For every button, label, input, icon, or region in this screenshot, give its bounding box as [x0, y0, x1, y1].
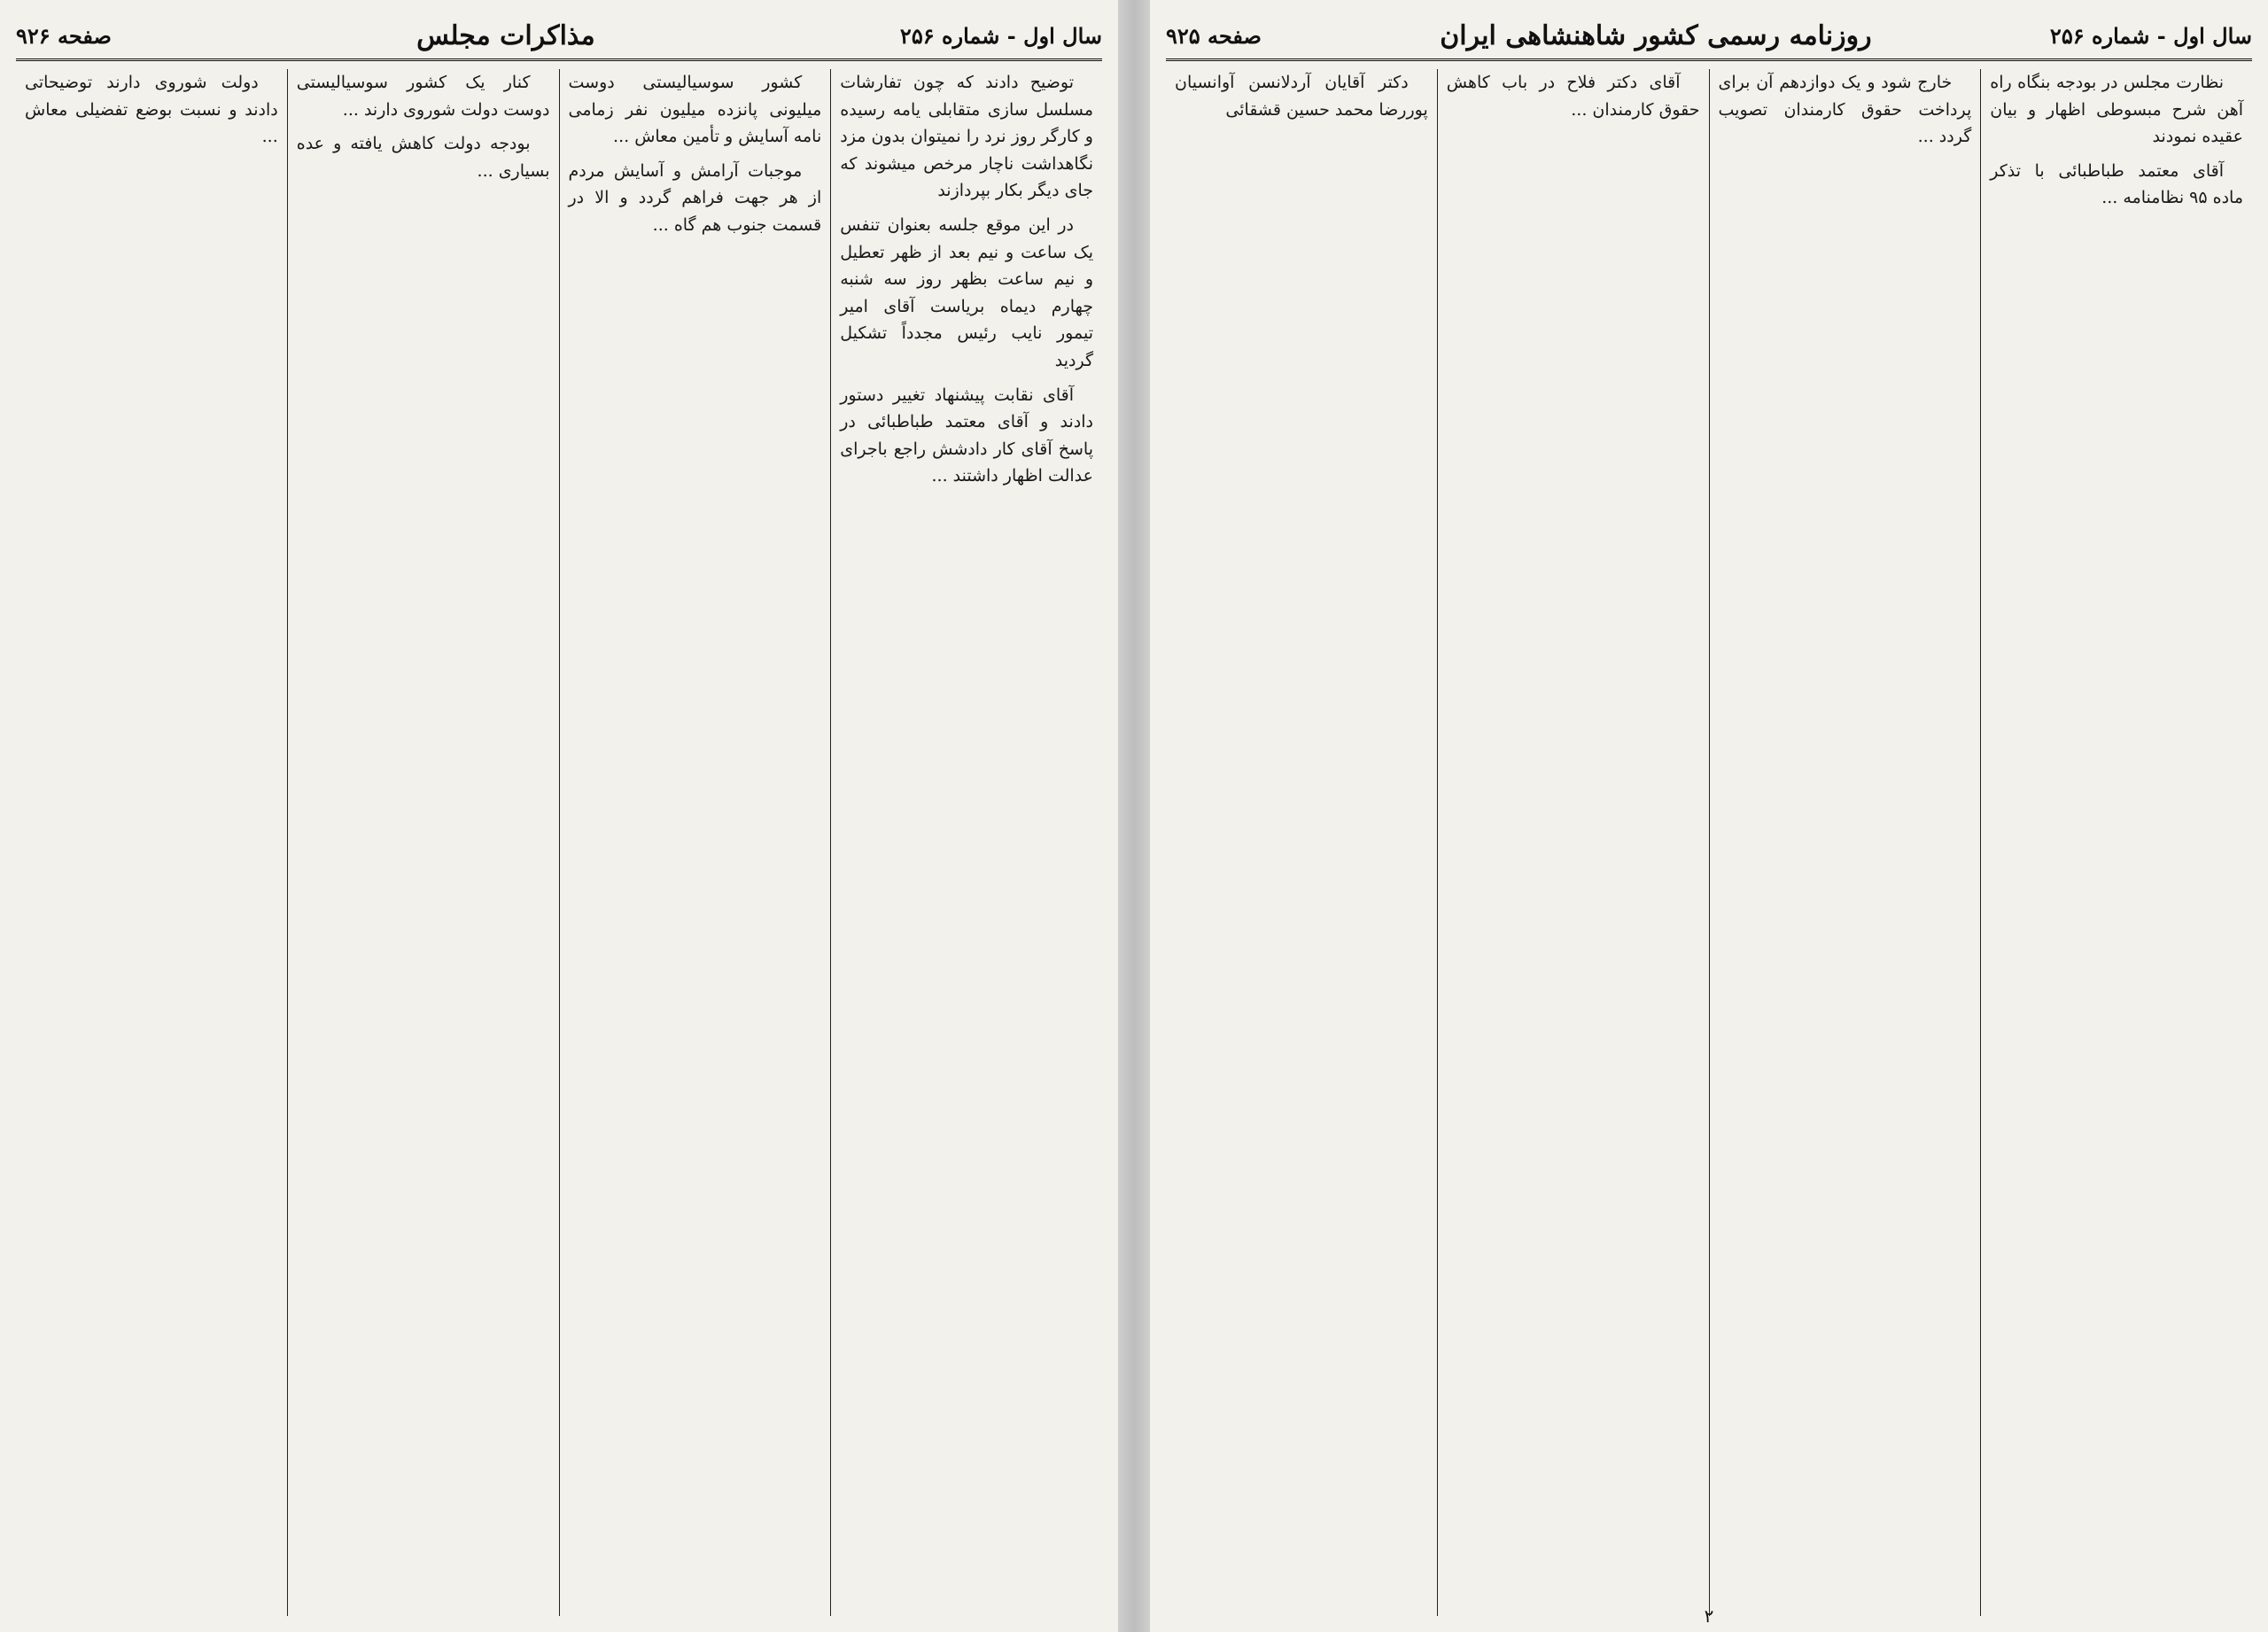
text-column [559, 69, 831, 1616]
right-page-columns [1166, 69, 2252, 1616]
left-section-title: مذاکرات مجلس [416, 19, 595, 51]
text-column [830, 69, 1102, 1616]
right-footer-number: ۲ [1704, 1605, 1714, 1627]
article-paragraph: دولت شوروی دارند توضیحاتی دادند و نسبت بوضع تفضیلی معاش ... [25, 73, 278, 147]
right-page-label: صفحه ۹۲۵ [1166, 22, 1262, 49]
article-paragraph: خارج شود و یک دوازدهم آن برای پرداخت حقوق کارمندان تصویب گردد ... [1718, 73, 1972, 147]
article-paragraph: کنار یک کشور سوسیالیستی دوست دولت شوروی دارند ... [296, 73, 550, 120]
left-page-header [16, 12, 1102, 61]
right-page-header [1166, 12, 2252, 61]
right-masthead: روزنامه رسمی کشور شاهنشاهی ایران [1440, 19, 1872, 51]
text-column [287, 69, 559, 1616]
text-column [1980, 69, 2252, 1616]
article-paragraph: کشور سوسیالیستی دوست میلیونی پانزده میلیون نفر زمامی نامه آسایش و تأمین معاش ... [568, 73, 822, 147]
article-paragraph: در این موقع جلسه بعنوان تنفس یک ساعت و نیم بعد از ظهر تعطیل و نیم ساعت بظهر روز سه شنبه چهارم دیماه بریاست آقای امیر تیمور نایب رئیس مجدداً تشکیل گردید [840, 214, 1093, 370]
article-paragraph: آقای معتمد طباطبائی با تذکر ماده ۹۵ نظامنامه ... [1990, 160, 2243, 208]
article-paragraph: دکتر آقایان آردلانسن آوانسیان پوررضا محمد حسین قشقائی [1175, 73, 1428, 120]
left-page [0, 0, 1118, 1632]
left-page-label: صفحه ۹۲۶ [16, 22, 112, 49]
right-page [1150, 0, 2268, 1632]
article-paragraph: نظارت مجلس در بودجه بنگاه راه آهن شرح مبسوطی اظهار و بیان عقیده نمودند [1990, 73, 2243, 147]
article-paragraph: آقای دکتر فلاح در باب کاهش حقوق کارمندان ... [1446, 73, 1700, 120]
book-gutter [1118, 0, 1150, 1632]
text-column [1166, 69, 1437, 1616]
article-paragraph: توضیح دادند که چون تفارشات مسلسل سازی متقابلی یامه رسیده و کارگر روز نرد را نمیتوان بدون مزد نگاهداشت ناچار مرخص میشوند که جای دیگر بکار بپردازند [840, 73, 1093, 201]
right-issue-label: سال اول - شماره ۲۵۶ [2049, 22, 2252, 49]
left-page-columns [16, 69, 1102, 1616]
text-column [1437, 69, 1709, 1616]
left-issue-label: سال اول - شماره ۲۵۶ [899, 22, 1102, 49]
text-column [16, 69, 287, 1616]
article-paragraph: بودجه دولت کاهش یافته و عده بسیاری ... [296, 134, 550, 181]
text-column [1709, 69, 1981, 1616]
article-paragraph: آقای نقابت پیشنهاد تغییر دستور دادند و آقای معتمد طباطبائی در پاسخ آقای کار دادشش راجع باجرای عدالت اظهار داشتند ... [840, 385, 1093, 486]
article-paragraph: موجبات آرامش و آسایش مردم از هر جهت فراهم گردد و الا در قسمت جنوب هم گاه ... [568, 160, 822, 235]
